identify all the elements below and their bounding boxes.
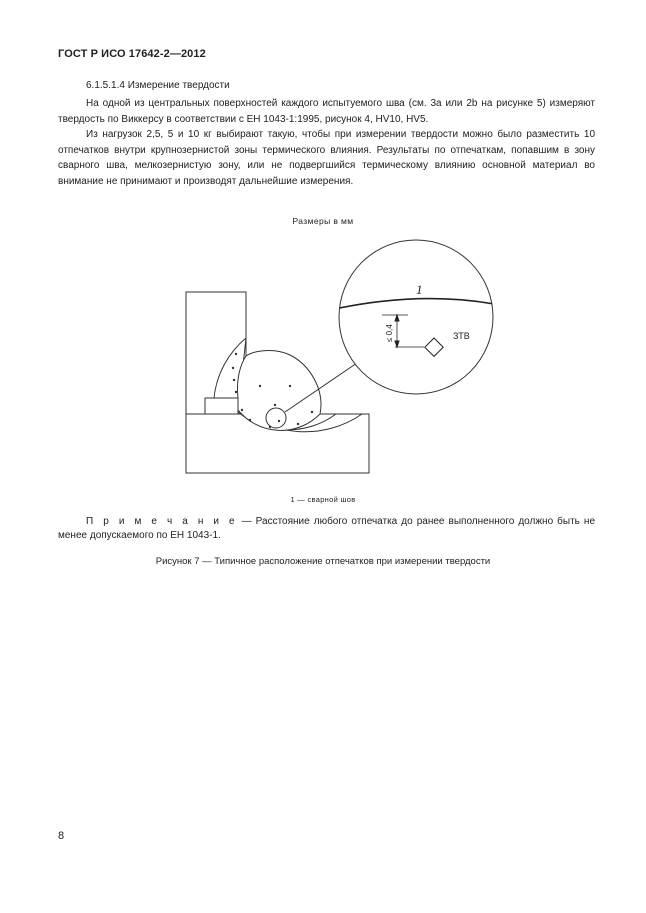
indent-mark bbox=[233, 379, 235, 381]
callout-number: 1 bbox=[416, 282, 423, 297]
magnified-circle bbox=[339, 240, 493, 394]
indent-mark bbox=[249, 419, 251, 421]
indent-mark bbox=[278, 420, 280, 422]
note-text: — Расстояние любого отпечатка до ранее выполненного должно быть не менее допускаемого по ЕН 1043-1. bbox=[58, 516, 596, 541]
dimensions-label: Размеры в мм bbox=[292, 216, 354, 226]
paragraph-2: Из нагрузок 2,5, 5 и 10 кг выбирают такую, чтобы при измерении твердости можно было разместить 10 отпечатков внутри крупнозернистой зоны термического влияния. Результаты по отпечаткам, попавшим в зону сварного шва, мелкозернистую зону, или не подвергшийся термическому влиянию основной материал во внимание не принимают и производят дальнейшие измерения. bbox=[58, 129, 595, 187]
document-header: ГОСТ Р ИСО 17642-2—2012 bbox=[58, 48, 206, 60]
weld-bead bbox=[237, 351, 320, 431]
section-heading: 6.1.5.1.4 Измерение твердости bbox=[86, 80, 230, 91]
dimension-value: ≤ 0,4 bbox=[385, 324, 394, 342]
indent-mark bbox=[235, 353, 237, 355]
page-number: 8 bbox=[58, 830, 65, 842]
indent-mark bbox=[311, 411, 313, 413]
backing-strip bbox=[205, 398, 238, 414]
indent-mark bbox=[289, 385, 291, 387]
note-lead: П р и м е ч а н и е bbox=[86, 516, 238, 527]
figure-note bbox=[58, 515, 595, 543]
figure-caption: Рисунок 7 — Типичное расположение отпечатков при измерении твердости bbox=[155, 556, 491, 567]
figure-legend: 1 — сварной шов bbox=[290, 495, 356, 504]
paragraph-1: На одной из центральных поверхностей каждого испытуемого шва (см. 3а или 2b на рисунке 5) измеряют твердость по Виккерсу в соответствии с ЕН 1043-1:1995, рисунок 4, HV10, HV5. bbox=[58, 98, 595, 125]
indent-mark bbox=[235, 391, 237, 393]
indent-mark bbox=[274, 404, 276, 406]
haz-label: ЗТВ bbox=[453, 331, 470, 341]
indent-mark bbox=[241, 409, 243, 411]
indent-mark bbox=[259, 385, 261, 387]
indent-mark bbox=[297, 423, 299, 425]
indent-mark bbox=[232, 367, 234, 369]
indent-mark bbox=[269, 426, 271, 428]
